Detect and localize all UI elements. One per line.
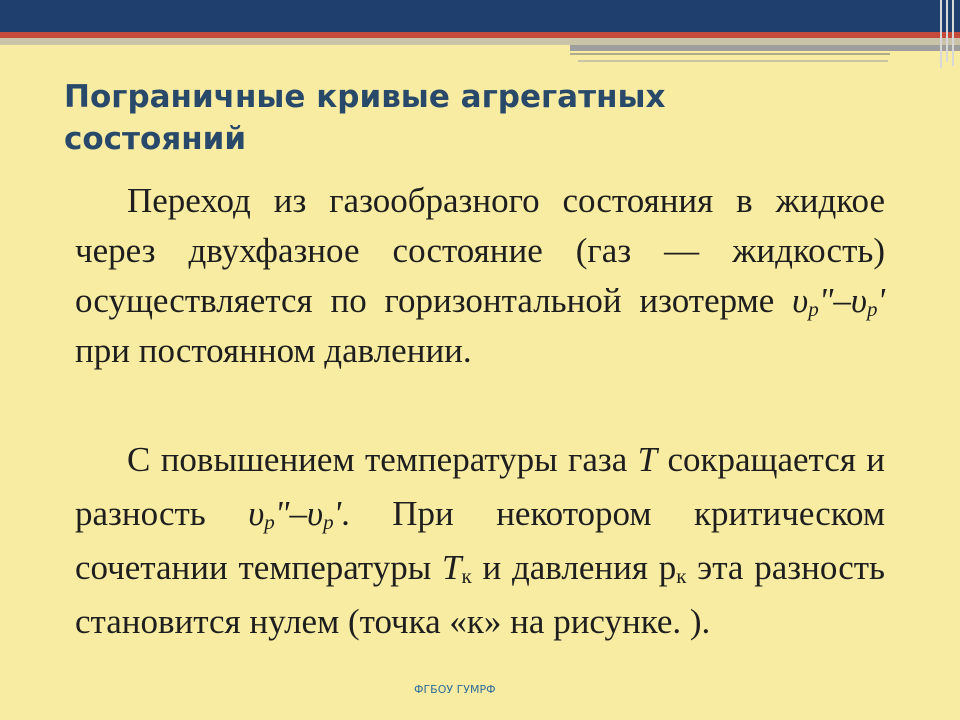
header-line-1 bbox=[570, 53, 890, 55]
header-stripe-gray bbox=[570, 45, 960, 51]
slide-title: Пограничные кривые агрегатных состояний bbox=[64, 79, 666, 157]
paragraph-2: С повышением температуры газа T сокращается и разность $\upsilon_p"-\upsilon_p'$. При некотором критическом сочетании температуры $T_к$ и давления $р_к$ эта разность становится нулем (точка «к» на рисунке. ). bbox=[75, 440, 885, 641]
header-bar bbox=[0, 0, 960, 32]
formula-vp-diff: $\upsilon_p"-\upsilon_p'$ bbox=[792, 281, 885, 322]
footer-text: ФГБОУ ГУМРФ bbox=[414, 683, 496, 696]
paragraph-1: Переход из газообразного состояния в жидкое через двухфазное состояние (газ — жидкость) осуществляется по горизонтальной изотерме $\upsilon_p"-\upsilon_p'$ при постоянном давлении. bbox=[75, 181, 885, 370]
decorative-edge-lines bbox=[932, 0, 960, 70]
header-stripe-light bbox=[0, 38, 960, 45]
formula-vp-diff-2: $\upsilon_p"-\upsilon_p'$ bbox=[248, 494, 342, 535]
header-line-2 bbox=[578, 60, 888, 62]
